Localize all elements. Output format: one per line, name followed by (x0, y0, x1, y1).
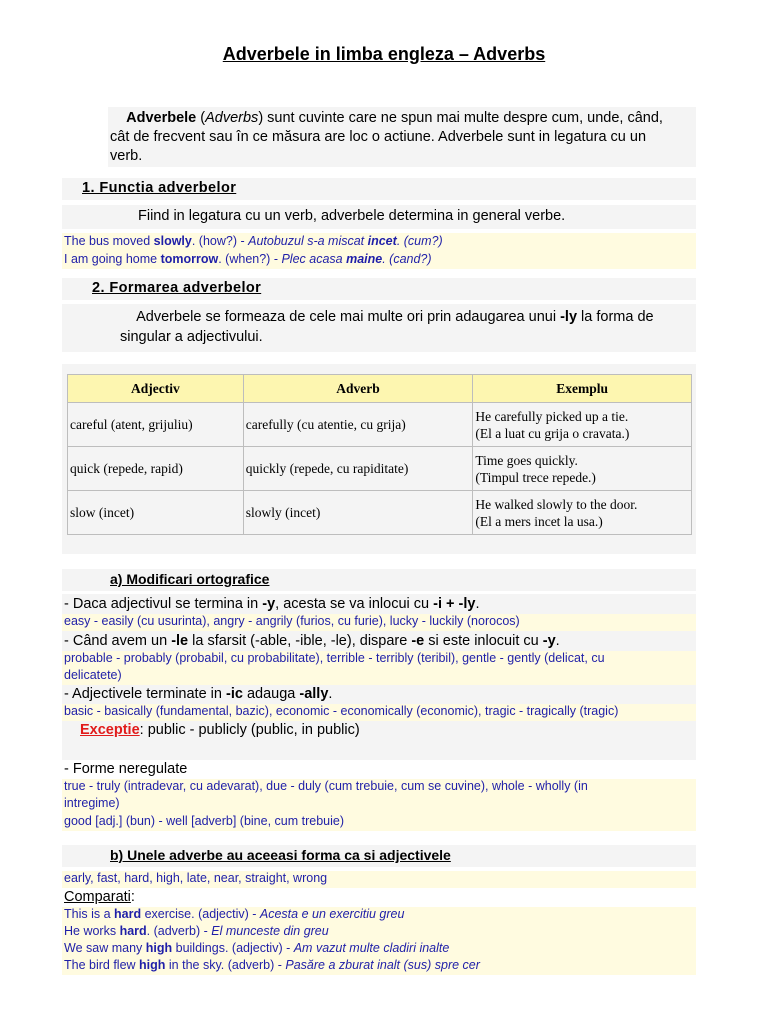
examples-le-2: delicatete) (64, 668, 122, 682)
section2-heading: 2. Formarea adverbelor (92, 280, 262, 296)
intro-line-1: Adverbele (Adverbs) sunt cuvinte care ne spun mai multe despre cum, unde, când, (126, 110, 663, 126)
intro-line-3: verb. (110, 148, 143, 164)
compare-example-1: This is a hard exercise. (adjectiv) - Acesta e un exercitiu greu (64, 907, 405, 921)
section1-text: Fiind in legatura cu un verb, adverbele determina in general verbe. (138, 208, 566, 224)
cell-adverb: slowly (incet) (243, 491, 473, 535)
intro-text-1: ) sunt cuvinte care ne spun mai multe despre cum, unde, când, (258, 110, 663, 126)
section-a-heading: a) Modificari ortografice (110, 571, 270, 587)
cell-example: He carefully picked up a tie. (El a luat cu grija o cravata.) (473, 403, 692, 447)
example-home: I am going home tomorrow. (when?) - Plec acasa maine. (cand?) (64, 252, 432, 266)
compare-example-3: We saw many high buildings. (adjectiv) - Am vazut multe cladiri inalte (64, 941, 450, 955)
examples-ic: basic - basically (fundamental, bazic), economic - economically (economic), tragic - tragically (tragic) (64, 704, 619, 718)
irregular-2: intregime) (64, 796, 120, 810)
irregular-3: good [adj.] (bun) - well [adverb] (bine, cum trebuie) (64, 814, 344, 828)
intro-line-2: cât de frecvent sau în ce măsura are loc o actiune. Adverbele sunt in legatura cu un (110, 129, 647, 145)
cell-adjective: quick (repede, rapid) (68, 447, 244, 491)
examples-le-1: probable - probably (probabil, cu probabilitate), terrible - terribly (teribil), gentle - gently (delicat, cu (64, 651, 605, 665)
compare-example-2: He works hard. (adverb) - El munceste din greu (64, 924, 329, 938)
compare-example-4: The bird flew high in the sky. (adverb) - Pasăre a zburat inalt (sus) spre cer (64, 958, 480, 972)
header-adjectiv: Adjectiv (68, 375, 244, 403)
cell-adjective: slow (incet) (68, 491, 244, 535)
exception-line: Exceptie: public - publicly (public, in public) (80, 722, 360, 738)
same-form-words: early, fast, hard, high, late, near, straight, wrong (64, 871, 328, 885)
cell-adverb: quickly (repede, cu rapiditate) (243, 447, 473, 491)
irregular-1: true - truly (intradevar, cu adevarat), due - duly (cum trebuie, cum se cuvine), whole - wholly (in (64, 779, 588, 793)
header-adverb: Adverb (243, 375, 473, 403)
cell-adverb: carefully (cu atentie, cu grija) (243, 403, 473, 447)
intro-paragraph (108, 107, 696, 167)
intro-term: Adverbele (126, 110, 197, 126)
section2-paragraph: Adverbele se formeaza de cele mai multe ori prin adaugarea unui -ly la forma de singular a adjectivului. (120, 309, 654, 345)
cell-example: Time goes quickly. (Timpul trece repede.) (473, 447, 692, 491)
examples-y: easy - easily (cu usurinta), angry - angrily (furios, cu furie), lucky - luckily (norocos) (64, 614, 520, 628)
exception-label: Exceptie (80, 722, 140, 738)
table-row (68, 403, 692, 447)
table-row (68, 491, 692, 535)
table-row (68, 447, 692, 491)
rule-le: - Când avem un -le la sfarsit (-able, -ible, -le), dispare -e si este inlocuit cu -y. (64, 633, 560, 649)
header-exemplu: Exemplu (473, 375, 692, 403)
irregular-heading: - Forme neregulate (64, 761, 188, 777)
rule-ic: - Adjectivele terminate in -ic adauga -ally. (64, 686, 333, 702)
rule-y: - Daca adjectivul se termina in -y, acesta se va inlocui cu -i + -ly. (64, 596, 480, 612)
section-b-heading: b) Unele adverbe au aceeasi forma ca si adjectivele (110, 847, 451, 863)
page-title: Adverbele in limba engleza – Adverbs (222, 44, 546, 64)
adverb-table (67, 374, 692, 535)
section1-heading: 1. Functia adverbelor (82, 180, 237, 196)
cell-example: He walked slowly to the door. (El a mers incet la usa.) (473, 491, 692, 535)
intro-term-en: Adverbs (205, 110, 259, 126)
example-bus: The bus moved slowly. (how?) - Autobuzul s-a miscat incet. (cum?) (64, 234, 443, 248)
cell-adjective: careful (atent, grijuliu) (68, 403, 244, 447)
table-header-row (68, 375, 692, 403)
comparati-label: Comparati: (64, 889, 135, 905)
